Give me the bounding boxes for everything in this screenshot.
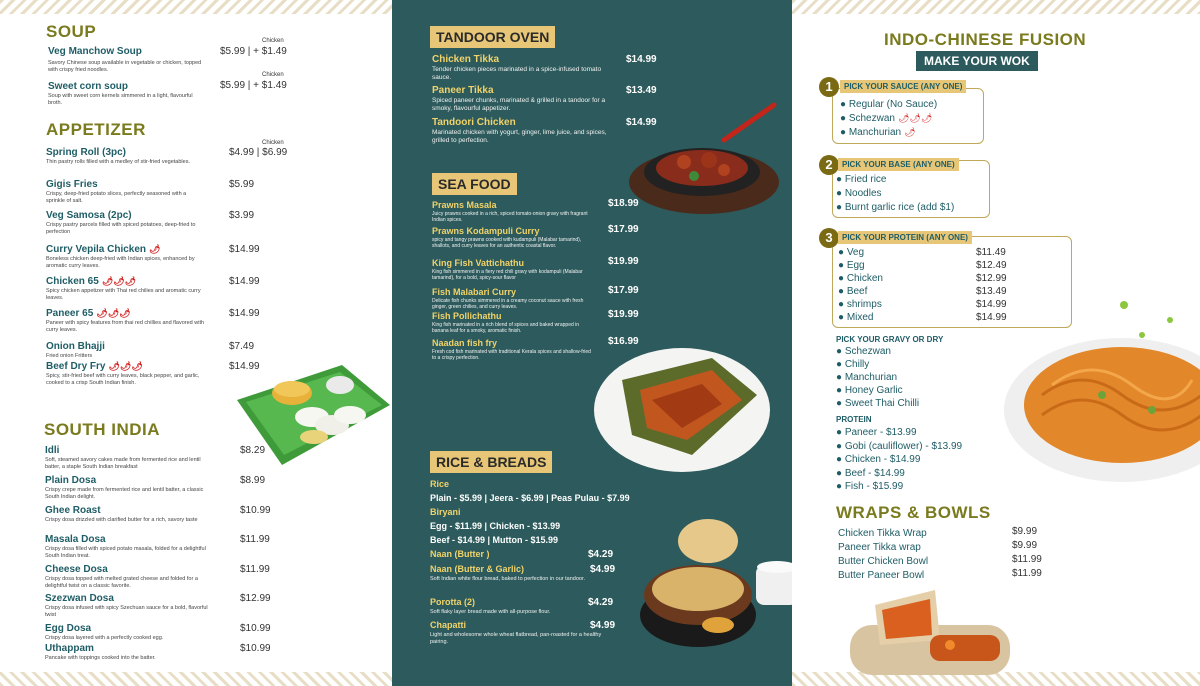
biryani-line-2: Beef - $14.99 | Mutton - $15.99 [430,535,559,545]
appetizer-item-name [46,147,126,158]
appetizer-item-price: $14.99 [229,308,260,319]
tandoor-item-name: Paneer Tikka [432,85,494,96]
sauce-option-label: ● Schezwan [840,113,895,124]
south-india-item-desc: Crispy dosa layered with a perfectly cooked egg. [45,635,164,641]
step-3-number: 3 [819,228,839,248]
bread-item-desc: Light and wholesome whole wheat flatbread, pan-roasted for a healthy pairing. [430,632,602,645]
appetizer-item-label: Curry Vepila Chicken [46,244,147,255]
gravy-option: ● Schezwan [836,346,891,357]
chili-icon: 🌶🌶🌶 [101,276,137,286]
fusion-title: INDO-CHINESE FUSION [884,30,1087,49]
wrap-item-price: $9.99 [1012,526,1038,537]
protein-item: ● Gobi (cauliflower) - $13.99 [836,440,963,452]
south-india-item-price: $11.99 [240,534,270,545]
protein-option-price: $12.99 [976,273,1007,284]
seafood-item-name: Prawns Masala [432,200,497,210]
appetizer-item-desc: Spicy chicken appetizer with Thai red chilies and aromatic curry leaves. [46,288,201,301]
tandoor-title: TANDOOR OVEN [430,26,555,48]
seafood-item-price: $19.99 [608,309,639,320]
south-india-item-price: $10.99 [240,505,271,516]
gravy-option: ● Chilly [836,359,870,370]
seafood-item-desc: King fish marinated in a rich blend of spices and baked wrapped in banana leaf for a smoky, aromatic finish. [432,322,580,334]
base-option: ● Fried rice [836,174,887,185]
sauce-option-label: ● Manchurian [840,127,902,138]
tandoor-item-name: Tandoori Chicken [432,117,516,128]
wrap-item-price: $9.99 [1012,540,1038,551]
south-india-item-name: Plain Dosa [45,475,97,486]
tandoor-dish-illustration [624,100,784,225]
sauce-option [840,99,937,110]
appetizer-item-name [46,179,98,190]
south-india-item-desc: Pancake with toppings cooked into the batter. [45,655,156,661]
seafood-item-price: $16.99 [608,336,639,347]
appetizer-item-desc: Fried onion Fritters [46,353,93,359]
appetizer-item-desc: Boneless chicken deep-fried with Indian spices, enhanced by aromatic curry leaves. [46,256,195,269]
appetizer-item-desc: Spicy, stir-fried beef with curry leaves, black pepper, and garlic, cooked to a crisp South Indian finish. [46,373,200,386]
gravy-option: ● Honey Garlic [836,385,903,396]
bread-item-name: Naan (Butter ) [430,549,490,559]
protein-option-name: ● Chicken [838,273,883,284]
south-india-item-name: Cheese Dosa [45,564,108,575]
south-india-item-name: Idli [45,445,60,456]
fish-dish-illustration [592,340,792,475]
protein-item: ● Fish - $15.99 [836,481,904,492]
tandoor-item-price: $13.49 [626,85,657,96]
bread-item-price: $4.99 [590,620,616,631]
appetizer-item-name [46,244,160,255]
protein-option-name: ● Mixed [838,312,874,323]
gravy-option: ● Manchurian [836,372,898,383]
appetizer-item-label: Onion Bhajji [46,341,105,352]
bread-item-name: Naan (Butter & Garlic) [430,564,525,574]
appetizer-item-price: $14.99 [229,361,260,372]
sauce-option-label: ● Regular (No Sauce) [840,99,938,110]
seafood-title: SEA FOOD [432,173,517,195]
seafood-item-name: Fish Pollichathu [432,311,502,321]
appetizer-item-label: Veg Samosa (2pc) [46,210,132,221]
base-option: ● Burnt garlic rice (add $1) [836,202,955,213]
wrap-item-name: Chicken Tikka Wrap [838,528,927,539]
appetizer-item-label: Chicken 65 [46,276,99,287]
soup-item-price: $5.99 | + $1.49 [220,80,287,91]
seafood-item-price: $19.99 [608,256,639,267]
soup-item-desc: Soup with sweet corn kernels simmered in a light, flavourful broth. [48,93,193,106]
seafood-item-price: $18.99 [608,198,639,209]
appetizer-item-price: $14.99 [229,276,260,287]
appetizer-note: Chicken [262,140,284,146]
bread-item-price: $4.29 [588,549,614,560]
appetizer-item-name [46,210,132,221]
protein-option-name: ● Veg [838,247,865,258]
south-india-item-price: $8.29 [240,445,266,456]
bread-item-price: $4.99 [590,564,616,575]
sauce-option [840,127,916,138]
top-border [0,0,392,14]
gravy-option: ● Sweet Thai Chilli [836,398,920,409]
seafood-item-name: Fish Malabari Curry [432,287,517,297]
south-india-item-desc: Crispy dosa topped with melted grated cheese and folded for a delightful twist on a classic favorite. [45,576,198,589]
sauce-option [840,113,932,124]
soup-item-price: $5.99 | + $1.49 [220,46,287,57]
step-3-label: PICK YOUR PROTEIN (ANY ONE) [838,231,972,244]
soup-item-desc: Savory Chinese soup available in vegetable or chicken, topped with crispy fried noodles. [48,60,202,73]
appetizer-item-price: $5.99 [229,179,255,190]
protein-item: ● Paneer - $13.99 [836,427,917,438]
wrap-illustration [820,585,1020,685]
base-option: ● Noodles [836,188,882,199]
appetizer-item-name [46,308,131,319]
right-panel [792,0,1200,686]
rice-label: Rice [430,479,450,489]
wrap-item-price: $11.99 [1012,554,1042,565]
idli-plate-illustration [232,355,392,470]
south-india-item-name: Ghee Roast [45,505,101,516]
appetizer-item-label: Spring Roll (3pc) [46,147,126,158]
appetizer-title: APPETIZER [46,120,146,139]
seafood-item-name: Prawns Kodampuli Curry [432,226,540,236]
south-india-item-price: $8.99 [240,475,266,486]
soup-item-name: Veg Manchow Soup [48,46,142,57]
biryani-bowl-illustration [638,515,792,650]
appetizer-item-price: $4.99 | $6.99 [229,147,288,158]
protein-option-price: $14.99 [976,299,1007,310]
bread-item-name: Chapatti [430,620,466,630]
protein-option-name: ● Egg [838,260,865,271]
noodles-plate-illustration [1002,285,1200,485]
protein-option-name: ● Beef [838,286,868,297]
seafood-item-name: King Fish Vattichathu [432,258,525,268]
bread-item-price: $4.29 [588,597,614,608]
biryani-label: Biryani [430,507,461,517]
protein-label: PROTEIN [836,415,872,424]
appetizer-item-price: $3.99 [229,210,255,221]
south-india-item-desc: Crispy dosa infused with spicy Szechuan sauce for a bold, flavorful twist [45,605,208,618]
wrap-item-name: Butter Chicken Bowl [838,556,929,567]
south-india-item-desc: Crispy crepe made from fermented rice and lentil batter, a classic South Indian delight. [45,487,204,500]
seafood-item-desc: King fish simmered in a fiery red chili gravy with kodampuli (Malabar tamarind), for a bold, spicy-sour flavor [432,269,583,281]
protein-item: ● Chicken - $14.99 [836,454,921,465]
seafood-item-desc: spicy and tangy prawns cooked with kudampuli (Malabar tamarind), shallots, and curry leaves for an authentic coastal flavor. [432,237,582,249]
south-india-item-price: $10.99 [240,643,271,654]
soup-title: SOUP [46,22,97,41]
chili-icon: 🌶 [149,244,161,254]
protein-option-price: $13.49 [976,286,1007,297]
protein-option-price: $14.99 [976,312,1007,323]
south-india-item-name: Uthappam [45,643,94,654]
middle-panel [392,0,792,686]
appetizer-item-price: $7.49 [229,341,255,352]
wrap-item-price: $11.99 [1012,568,1042,579]
seafood-item-name: Naadan fish fry [432,338,498,348]
soup-note: Chicken [262,72,284,78]
south-india-item-name: Egg Dosa [45,623,92,634]
chili-icon: 🌶🌶🌶 [897,113,933,123]
step-1-label: PICK YOUR SAUCE (ANY ONE) [840,80,966,93]
tandoor-item-price: $14.99 [626,54,657,65]
protein-option-price: $11.49 [976,247,1006,258]
step-2-number: 2 [819,155,839,175]
chili-icon: 🌶🌶🌶 [96,308,131,318]
step-1-number: 1 [819,77,839,97]
tandoor-item-desc: Tender chicken pieces marinated in a spice-infused tomato sauce. [432,66,602,81]
rice-line: Plain - $5.99 | Jeera - $6.99 | Peas Pulau - $7.99 [430,493,630,503]
appetizer-item-name [46,276,136,287]
gravy-label: PICK YOUR GRAVY OR DRY [836,335,944,344]
south-india-item-name: Masala Dosa [45,534,106,545]
soup-item-name: Sweet corn soup [48,81,129,92]
bread-item-desc: Soft flaky layer bread made with all-purpose flour. [430,609,551,615]
step-2-label: PICK YOUR BASE (ANY ONE) [838,158,959,171]
biryani-line-1: Egg - $11.99 | Chicken - $13.99 [430,521,561,531]
wraps-title: WRAPS & BOWLS [836,503,991,522]
appetizer-item-name [46,361,143,372]
rice-breads-title: RICE & BREADS [430,451,552,473]
tandoor-item-desc: Marinated chicken with yogurt, ginger, lime juice, and spices, grilled to perfection. [432,129,607,144]
tandoor-item-name: Chicken Tikka [432,54,500,65]
south-india-item-price: $11.99 [240,564,270,575]
seafood-item-desc: Fresh cod fish marinated with traditional Kerala spices and shallow-fried to a crispy perfection. [432,349,591,361]
wrap-item-name: Butter Paneer Bowl [838,570,925,581]
south-india-item-price: $12.99 [240,593,271,604]
wrap-item-name: Paneer Tikka wrap [838,542,921,553]
fusion-subtitle: MAKE YOUR WOK [916,51,1038,71]
appetizer-item-desc: Crispy pastry parcels filled with spiced potatoes, deep-fried to perfection [46,222,196,235]
south-india-item-price: $10.99 [240,623,271,634]
seafood-item-price: $17.99 [608,224,639,235]
soup-note: Chicken [262,38,284,44]
left-panel [0,0,392,686]
tandoor-item-price: $14.99 [626,117,657,128]
south-india-item-desc: Soft, steamed savory cakes made from fermented rice and lentil batter, a staple South Indian breakfast [45,457,201,470]
protein-option-name: ● shrimps [838,299,882,310]
appetizer-item-desc: Paneer with spicy features from thai red chillies and flavored with curry leaves. [46,320,205,333]
appetizer-item-label: Beef Dry Fry [46,361,106,372]
tandoor-item-desc: Spiced paneer chunks, marinated & grilled in a tandoor for a smoky, flavourful appetizer. [432,97,606,112]
south-india-item-desc: Crispy dosa filled with spiced potato masala, folded for a delightful South Indian treat. [45,546,206,559]
appetizer-item-label: Gigis Fries [46,179,98,190]
south-india-item-desc: Crispy dosa drizzled with clarified butter for a rich, savory taste [45,517,198,523]
bread-item-desc: Soft Indian white flour bread, baked to perfection in our tandoor. [430,576,586,582]
bottom-border [0,672,392,686]
appetizer-item-desc: Crispy, deep-fried potato slices, perfectly seasoned with a sprinkle of salt. [46,191,187,204]
top-border [792,0,1200,14]
protein-item: ● Beef - $14.99 [836,467,905,479]
appetizer-item-label: Paneer 65 [46,308,94,319]
seafood-item-price: $17.99 [608,285,639,296]
bread-item-name: Porotta (2) [430,597,475,607]
appetizer-item-name [46,341,105,352]
chili-icon: 🌶 [904,127,916,137]
south-india-item-name: Szezwan Dosa [45,593,114,604]
appetizer-item-desc: Thin pastry rolls filled with a medley of stir-fried vegetables. [46,159,190,165]
seafood-item-desc: Juicy prawns cooked in a rich, spiced tomato-onion gravy with fragrant Indian spices. [432,211,588,223]
south-india-title: SOUTH INDIA [44,420,160,439]
seafood-item-desc: Delicate fish chunks simmered in a creamy coconut sauce with fresh ginger, green chilies, and curry leaves. [432,298,584,310]
protein-option-price: $12.49 [976,260,1007,271]
chili-icon: 🌶🌶🌶 [108,361,143,371]
appetizer-item-price: $14.99 [229,244,260,255]
